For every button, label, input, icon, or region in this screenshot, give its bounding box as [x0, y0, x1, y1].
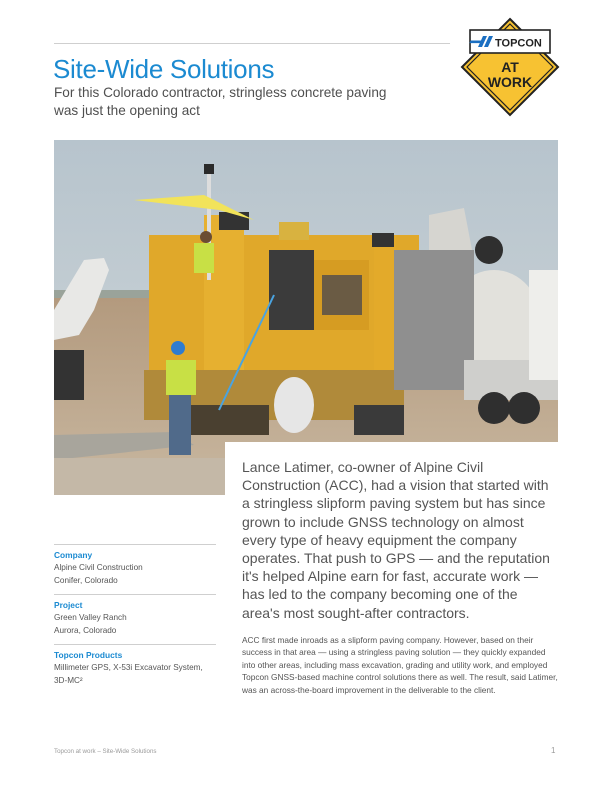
page-subtitle	[54, 84, 404, 120]
topcon-at-work-badge	[460, 17, 560, 117]
body-paragraph: ACC first made inroads as a slipform paving company. However, based on their success in that area — using a stringless paving solution — they quickly expanded into other areas, including mass excavation, grading and utility work, and employed Topcon GNSS-based machine control solutions there as well. The result, said Latimer, was an across-the-board improvement in the deliverable to the client.	[242, 635, 558, 695]
sidebar-project	[54, 594, 216, 637]
sidebar-line: Alpine Civil Construction	[54, 563, 143, 572]
hero-photo	[54, 140, 558, 495]
sidebar-line: Conifer, Colorado	[54, 576, 118, 585]
sidebar-heading: Project	[54, 600, 83, 610]
sidebar-heading: Topcon Products	[54, 650, 123, 660]
lead-paragraph: Lance Latimer, co-owner of Alpine Civil Construction (ACC), had a vision that started with a stringless slipform paving system but has since grown to include GNSS technology on almost every type of heavy equipment the company operates. That push to GPS — and the reputation it's helped Alpine earn for fast, accurate work — has led to the company becoming one of the area's most sought-after contractors.	[242, 459, 550, 621]
project-facts-sidebar	[54, 544, 216, 694]
sidebar-line: Green Valley Ranch	[54, 613, 127, 622]
svg-text:WORK: WORK	[487, 74, 533, 90]
subtitle-line-1: For this Colorado contractor, stringless concrete paving	[54, 85, 387, 100]
sidebar-line: Millimeter GPS, X-53i Excavator System,	[54, 663, 203, 672]
sidebar-heading: Company	[54, 550, 93, 560]
sidebar-products	[54, 644, 216, 687]
subtitle-line-2: was just the opening act	[54, 103, 200, 118]
sidebar-line: Aurora, Colorado	[54, 626, 117, 635]
road-sign-icon	[460, 17, 560, 117]
sidebar-line: 3D-MC²	[54, 676, 83, 685]
page-number: 1	[551, 746, 556, 755]
page-title: Site-Wide Solutions	[53, 54, 275, 84]
header-rule	[54, 43, 450, 44]
footer-title: Topcon at work – Site-Wide Solutions	[54, 748, 157, 755]
svg-text:TOPCON: TOPCON	[495, 37, 542, 50]
svg-text:AT: AT	[501, 59, 519, 75]
sidebar-company	[54, 544, 216, 587]
